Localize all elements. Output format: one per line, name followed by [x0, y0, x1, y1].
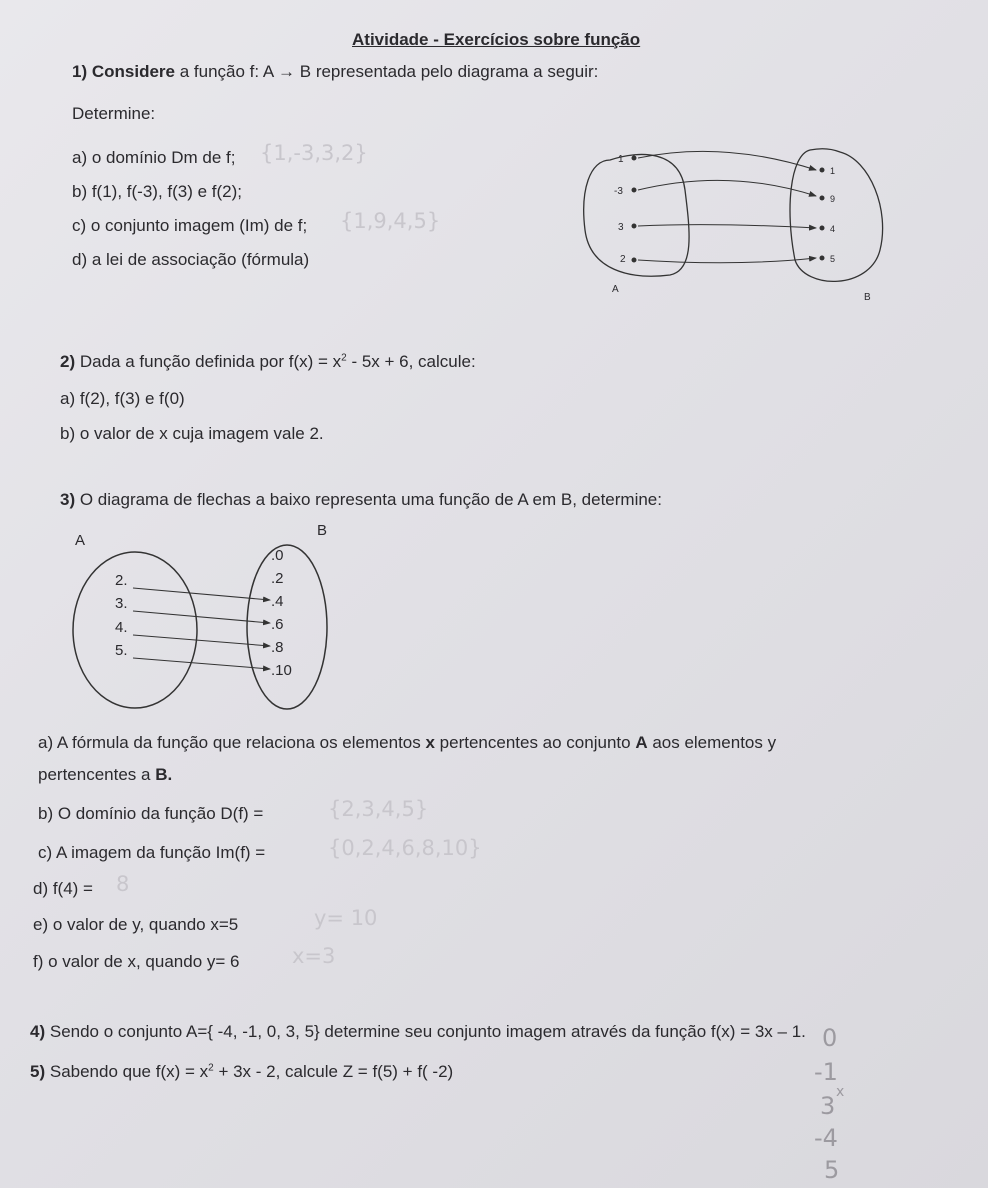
q3-item-f: f) o valor de x, quando y= 6 — [33, 952, 240, 971]
q1-number: 1) — [72, 62, 88, 81]
q1-arrow — [638, 225, 816, 228]
q3-text: O diagrama de flechas a baixo representa uma função de A em B, determine: — [79, 490, 662, 509]
q3-item-a-line1 — [38, 733, 776, 753]
q2-exponent: 2 — [341, 352, 347, 364]
q1-b-element: 4 — [830, 224, 836, 234]
margin-note: -4 — [814, 1124, 838, 1152]
q3-set-b-label: B — [317, 522, 328, 539]
margin-note: 3 — [820, 1092, 836, 1120]
q3-b-element: .4 — [271, 593, 284, 610]
q5-text-post: + 3x - 2, calcule Z = f(5) + f( -2) — [213, 1062, 454, 1081]
q3-arrow — [133, 635, 270, 646]
margin-note: 0 — [822, 1024, 838, 1052]
q5-number: 5) — [30, 1062, 46, 1081]
q1-a-element: 3 — [618, 222, 624, 233]
q1-intro-rest: a função f: A → B representada pelo diagrama a seguir: — [179, 62, 599, 81]
q1-a-element: -3 — [614, 186, 623, 197]
q3-set-b-oval — [247, 545, 327, 709]
q3-e-handwritten-answer: y= 10 — [314, 906, 378, 930]
q3-b-handwritten-answer: {2,3,4,5} — [328, 797, 429, 821]
q3-a-line2-pre: pertencentes a — [38, 765, 156, 784]
q3-a-element: 3. — [115, 595, 128, 612]
q4-number: 4) — [30, 1022, 46, 1041]
q1-set-a-oval — [584, 154, 689, 276]
q3-b-element: .0 — [271, 547, 284, 564]
q5-statement — [30, 1062, 453, 1082]
q1-item-b: b) f(1), f(-3), f(3) e f(2); — [72, 182, 243, 201]
q3-b-element: .2 — [271, 570, 284, 587]
q1-arrow — [638, 151, 816, 170]
q3-b-element: .6 — [271, 616, 284, 633]
q1-intro-bold: Considere — [91, 62, 175, 81]
q2-statement — [60, 352, 476, 372]
q1-set-b-label: B — [864, 292, 871, 303]
q2-item-b: b) o valor de x cuja imagem vale 2. — [60, 424, 324, 443]
q1-set-a-label: A — [612, 284, 619, 295]
q1-a-element: 1 — [618, 154, 624, 165]
q3-a-line1-post: aos elementos y — [647, 733, 777, 752]
q2-number: 2) — [60, 352, 76, 371]
q3-item-b: b) O domínio da função D(f) = — [38, 804, 264, 823]
q3-a-element: 5. — [115, 642, 128, 659]
page-title: Atividade - Exercícios sobre função — [352, 30, 641, 49]
q3-item-e: e) o valor de y, quando x=5 — [33, 915, 239, 934]
q3-a-line1-pre: a) A fórmula da função que relaciona os elementos — [38, 733, 426, 752]
q4-text: Sendo o conjunto A={ -4, -1, 0, 3, 5} determine seu conjunto imagem através da função f(x) = 3x – 1. — [49, 1022, 806, 1041]
margin-note: x — [836, 1084, 845, 1100]
q3-arrow-diagram — [65, 515, 355, 715]
q1-b-element: 9 — [830, 194, 836, 204]
q3-item-d: d) f(4) = — [33, 879, 93, 898]
q3-item-c: c) A imagem da função Im(f) = — [38, 843, 266, 862]
q3-item-a-line2 — [38, 765, 172, 785]
margin-note: -1 — [814, 1058, 838, 1086]
q1-set-b-oval — [790, 149, 883, 282]
q3-a-line2-B: B. — [155, 765, 173, 784]
q2-text-post: - 5x + 6, calcule: — [346, 352, 476, 371]
q1-b-element: 5 — [830, 254, 836, 264]
q3-d-handwritten-answer: 8 — [116, 872, 130, 896]
q2-item-a: a) f(2), f(3) e f(0) — [60, 389, 185, 408]
q1-determine: Determine: — [72, 104, 156, 123]
q1-item-c: c) o conjunto imagem (Im) de f; — [72, 216, 308, 235]
q4-statement — [30, 1022, 806, 1042]
q1-item-a: a) o domínio Dm de f; — [72, 148, 236, 167]
q3-a-line1-x: x — [425, 733, 435, 752]
q1-arrow — [638, 180, 816, 196]
q1-a-element: 2 — [620, 254, 626, 265]
q3-a-line1-A: A — [635, 733, 648, 752]
q3-f-handwritten-answer: x=3 — [292, 944, 336, 968]
q3-b-element: .8 — [271, 639, 284, 656]
q3-statement — [60, 490, 662, 510]
q5-exponent: 2 — [208, 1062, 214, 1074]
q3-arrow — [133, 588, 270, 600]
q5-text-pre: Sabendo que f(x) = x — [49, 1062, 209, 1081]
q1-set-a-elements — [614, 154, 637, 265]
q3-c-handwritten-answer: {0,2,4,6,8,10} — [328, 836, 482, 860]
q2-text-pre: Dada a função definida por f(x) = x — [79, 352, 342, 371]
q1-a-handwritten-answer: {1,-3,3,2} — [260, 141, 368, 165]
margin-note: 5 — [824, 1156, 840, 1184]
q3-set-a-elements — [115, 572, 128, 659]
q1-c-handwritten-answer: {1,9,4,5} — [340, 209, 441, 233]
q3-b-element: .10 — [271, 662, 292, 679]
q3-set-a-oval — [73, 552, 197, 708]
q1-arrow-diagram — [570, 130, 900, 320]
q1-item-d: d) a lei de associação (fórmula) — [72, 250, 310, 269]
q3-set-b-elements — [271, 547, 292, 679]
q3-number: 3) — [60, 490, 76, 509]
q1-b-element: 1 — [830, 166, 836, 176]
q3-a-line1-mid: pertencentes ao conjunto — [434, 733, 636, 752]
q3-a-element: 4. — [115, 619, 128, 636]
q1-set-b-elements — [820, 166, 836, 264]
q1-statement — [72, 62, 598, 82]
q3-set-a-label: A — [75, 532, 86, 549]
q1-arrow — [638, 258, 816, 263]
q3-arrow — [133, 611, 270, 623]
q3-a-element: 2. — [115, 572, 128, 589]
